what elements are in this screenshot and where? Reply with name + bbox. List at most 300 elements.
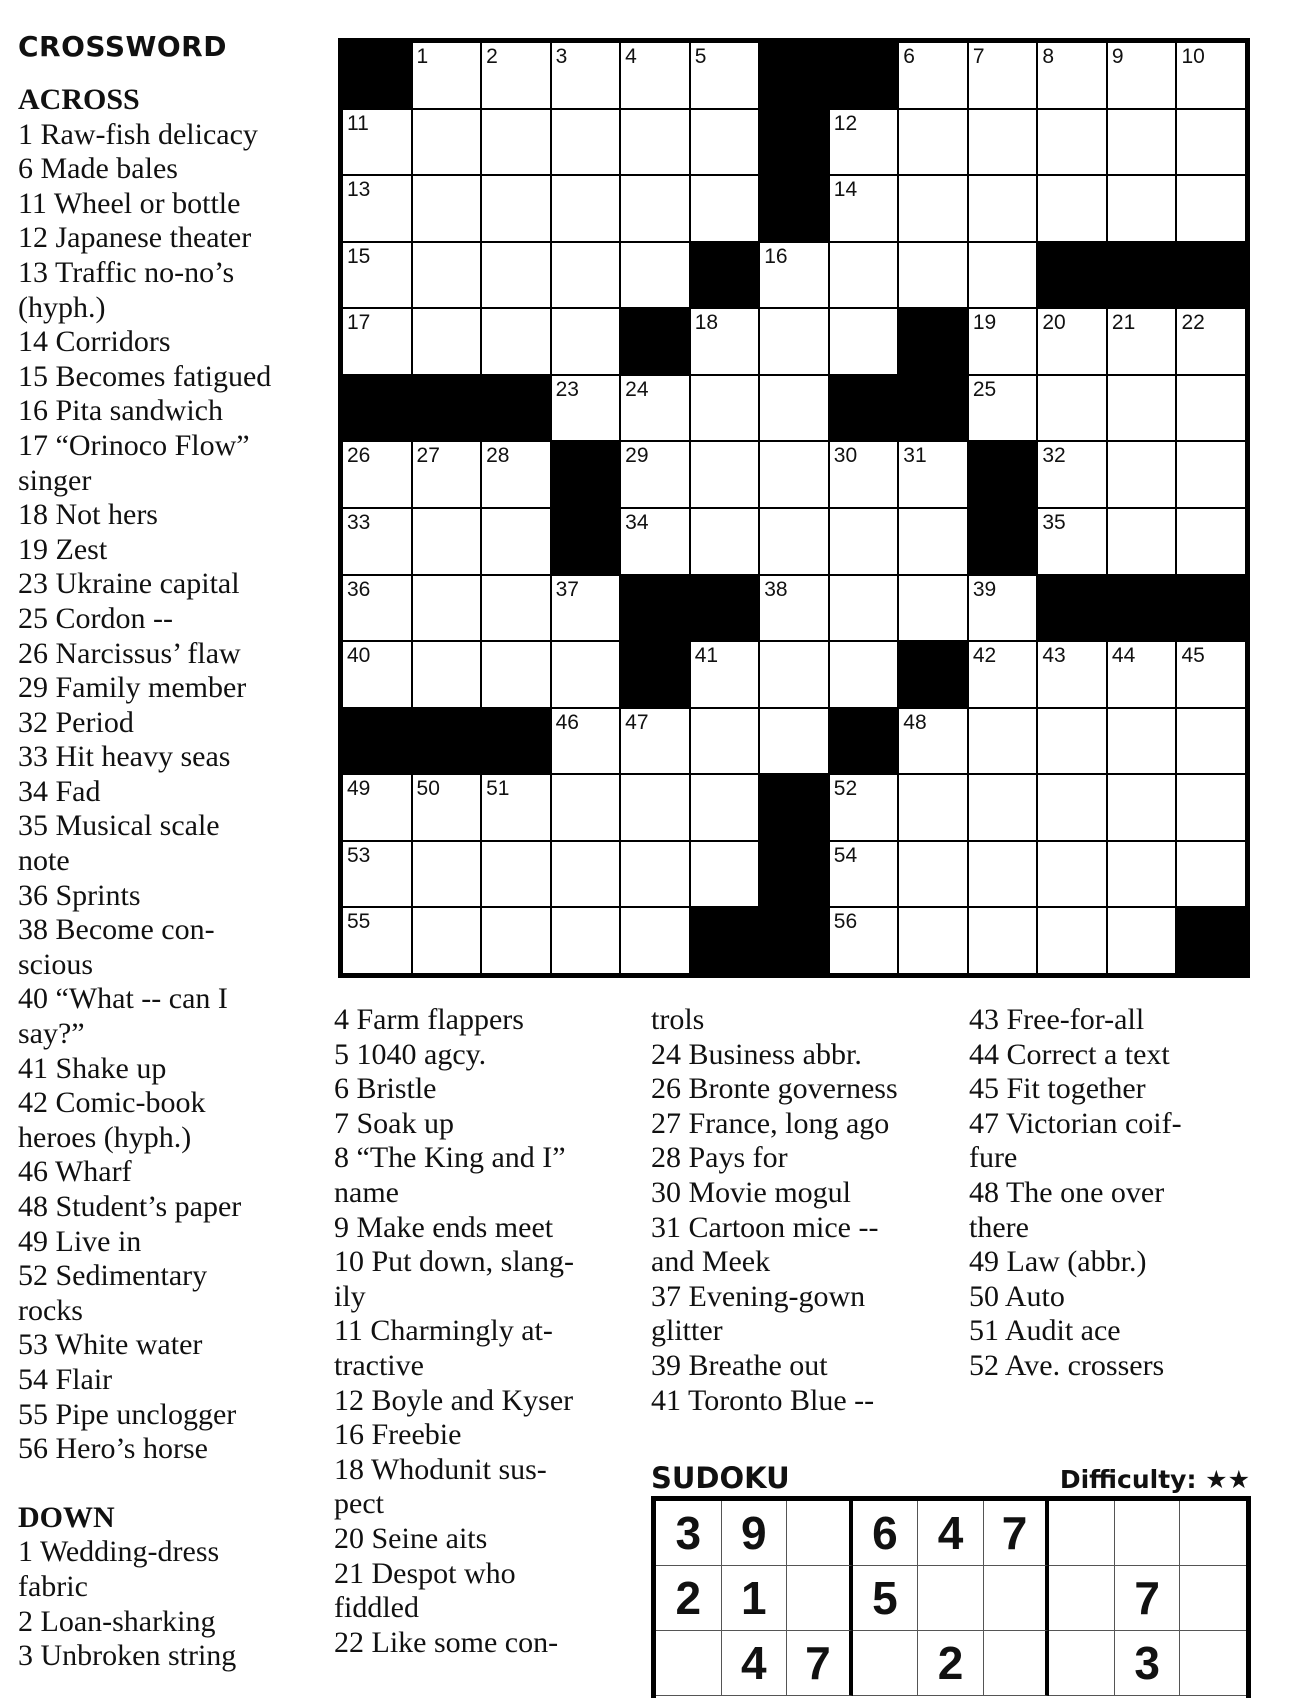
sudoku-cell[interactable] <box>1049 1631 1115 1696</box>
grid-cell[interactable] <box>830 842 898 907</box>
grid-cell[interactable] <box>1108 842 1176 907</box>
grid-cell[interactable] <box>343 842 411 907</box>
clue-number: 18 <box>694 311 719 335</box>
grid-cell[interactable] <box>830 442 898 507</box>
grid-cell[interactable] <box>621 376 689 441</box>
grid-block <box>760 842 828 907</box>
grid-cell[interactable] <box>413 243 481 308</box>
grid-cell[interactable] <box>1177 709 1245 774</box>
clue-number: 22 <box>1181 311 1205 335</box>
clue-number: 21 <box>1111 311 1136 335</box>
sudoku-cell[interactable] <box>656 1631 722 1696</box>
clue-number: 9 <box>1111 45 1124 68</box>
grid-cell[interactable] <box>1038 309 1106 374</box>
grid-cell[interactable] <box>482 842 550 907</box>
grid-cell[interactable] <box>760 442 828 507</box>
clue-line: say?” <box>18 1017 85 1051</box>
clue-line: scious <box>18 947 93 981</box>
grid-cell[interactable] <box>969 842 1037 907</box>
sudoku-cell[interactable]: 2 <box>656 1566 722 1631</box>
sudoku-cell[interactable]: 1 <box>722 1566 788 1631</box>
grid-cell[interactable] <box>969 775 1037 840</box>
clue-number: 30 <box>833 444 858 468</box>
grid-cell[interactable] <box>1177 442 1245 507</box>
down-clue-line: ily <box>334 1279 366 1313</box>
clue-line: 40 “What -- can I <box>18 982 228 1016</box>
clue-number: 43 <box>1042 644 1066 668</box>
grid-cell[interactable] <box>552 243 620 308</box>
down-clue-line: 51 Audit ace <box>969 1314 1121 1348</box>
grid-cell[interactable] <box>969 908 1037 973</box>
section-spacer <box>18 1467 318 1501</box>
grid-cell[interactable] <box>899 842 967 907</box>
grid-cell[interactable] <box>621 775 689 840</box>
grid-cell[interactable] <box>482 509 550 574</box>
grid-cell[interactable] <box>830 775 898 840</box>
clue-number: 11 <box>347 111 369 135</box>
sudoku-difficulty: Difficulty: ★★ <box>1059 1465 1250 1494</box>
grid-cell[interactable] <box>1108 908 1176 973</box>
down-clue-line: trols <box>651 1003 705 1036</box>
clue-line: 36 Sprints <box>18 878 141 912</box>
grid-cell[interactable] <box>1038 509 1106 574</box>
grid-cell[interactable] <box>899 243 967 308</box>
down-clue-line: 16 Freebie <box>334 1418 462 1452</box>
grid-block <box>343 43 411 108</box>
down-clue-line: 50 Auto <box>969 1279 1065 1313</box>
grid-cell[interactable] <box>1177 842 1245 907</box>
grid-cell[interactable] <box>343 176 411 241</box>
sudoku-cell[interactable]: 2 <box>918 1631 984 1696</box>
grid-cell[interactable] <box>691 709 759 774</box>
down-clue-line: 26 Bronte governess <box>651 1072 898 1106</box>
clue-number: 41 <box>694 644 719 668</box>
grid-cell[interactable] <box>413 309 481 374</box>
clue-number: 38 <box>764 577 788 601</box>
grid-cell[interactable] <box>1038 709 1106 774</box>
down-clue-line: 52 Ave. crossers <box>969 1348 1165 1382</box>
down-clues-column-2 <box>334 1003 634 1660</box>
grid-cell[interactable] <box>691 309 759 374</box>
grid-cell[interactable] <box>482 775 550 840</box>
grid-cell[interactable] <box>1177 376 1245 441</box>
grid-cell[interactable] <box>1038 908 1106 973</box>
clue-line: note <box>18 844 70 878</box>
clue-line: 16 Pita sandwich <box>18 394 223 428</box>
grid-cell[interactable] <box>1038 176 1106 241</box>
down-clue-line: 49 Law (abbr.) <box>969 1245 1147 1279</box>
grid-cell[interactable] <box>552 709 620 774</box>
grid-cell[interactable] <box>899 43 967 108</box>
crossword-grid[interactable] <box>338 38 1250 978</box>
down-clue-line: 30 Movie mogul <box>651 1175 851 1209</box>
clue-line: 17 “Orinoco Flow” <box>18 428 250 462</box>
sudoku-cell[interactable]: 3 <box>1115 1631 1181 1696</box>
sudoku-cell[interactable] <box>1180 1566 1246 1631</box>
down-clues-column-4 <box>969 1003 1269 1384</box>
grid-cell[interactable] <box>691 376 759 441</box>
clue-number: 27 <box>416 444 440 468</box>
grid-cell[interactable] <box>552 908 620 973</box>
grid-cell[interactable] <box>482 110 550 175</box>
grid-cell[interactable] <box>969 110 1037 175</box>
down-clue-line: there <box>969 1210 1029 1244</box>
grid-cell[interactable] <box>691 176 759 241</box>
grid-cell[interactable] <box>621 442 689 507</box>
down-clue-line: and Meek <box>651 1245 771 1279</box>
sudoku-grid[interactable] <box>651 1496 1251 1698</box>
grid-cell[interactable] <box>899 442 967 507</box>
clue-number: 54 <box>833 843 858 867</box>
clue-line: 12 Japanese theater <box>18 221 252 255</box>
grid-cell[interactable] <box>1177 642 1245 707</box>
grid-cell[interactable] <box>621 243 689 308</box>
grid-cell[interactable] <box>899 176 967 241</box>
grid-cell[interactable] <box>969 176 1037 241</box>
grid-cell[interactable] <box>413 110 481 175</box>
grid-cell[interactable] <box>482 43 550 108</box>
grid-cell[interactable] <box>482 243 550 308</box>
grid-cell[interactable] <box>413 642 481 707</box>
sudoku-cell[interactable]: 4 <box>918 1501 984 1566</box>
grid-cell[interactable] <box>482 309 550 374</box>
grid-cell[interactable] <box>1177 43 1245 108</box>
clue-line: 52 Sedimentary <box>18 1259 208 1293</box>
grid-cell[interactable] <box>413 842 481 907</box>
grid-cell[interactable] <box>552 176 620 241</box>
grid-cell[interactable] <box>413 43 481 108</box>
clue-number: 19 <box>972 311 997 335</box>
grid-cell[interactable] <box>552 110 620 175</box>
down-clue-line: 47 Victorian coif- <box>969 1106 1182 1140</box>
grid-cell[interactable] <box>621 43 689 108</box>
clue-line: 13 Traffic no-no’s <box>18 255 235 289</box>
clue-number: 49 <box>347 777 371 801</box>
grid-block <box>343 709 411 774</box>
grid-cell[interactable] <box>1177 176 1245 241</box>
grid-cell[interactable] <box>691 642 759 707</box>
clue-line: 29 Family member <box>18 671 247 705</box>
grid-cell[interactable] <box>1108 110 1176 175</box>
clue-section-heading: ACROSS <box>18 83 140 116</box>
clue-number: 14 <box>833 178 858 202</box>
grid-cell[interactable] <box>621 176 689 241</box>
grid-cell[interactable] <box>552 842 620 907</box>
grid-cell[interactable] <box>1108 709 1176 774</box>
grid-cell[interactable] <box>413 176 481 241</box>
grid-cell[interactable] <box>830 176 898 241</box>
grid-cell[interactable] <box>1038 43 1106 108</box>
down-clue-line: 44 Correct a text <box>969 1037 1170 1071</box>
grid-cell[interactable] <box>1038 642 1106 707</box>
grid-cell[interactable] <box>343 908 411 973</box>
sudoku-cell[interactable] <box>918 1566 984 1631</box>
grid-block <box>1177 243 1245 308</box>
clue-line: 53 White water <box>18 1328 203 1362</box>
grid-block <box>482 709 550 774</box>
clue-line: 15 Becomes fatigued <box>18 359 272 393</box>
clue-number: 29 <box>625 444 649 468</box>
clue-line: rocks <box>18 1293 83 1327</box>
grid-cell[interactable] <box>830 576 898 641</box>
grid-block <box>760 775 828 840</box>
grid-cell[interactable] <box>760 509 828 574</box>
grid-cell[interactable] <box>760 309 828 374</box>
grid-cell[interactable] <box>830 509 898 574</box>
grid-cell[interactable] <box>830 243 898 308</box>
grid-cell[interactable] <box>1108 43 1176 108</box>
sudoku-cell[interactable]: 7 <box>984 1501 1050 1566</box>
grid-cell[interactable] <box>1108 309 1176 374</box>
clue-line: 54 Flair <box>18 1362 113 1396</box>
sudoku-cell[interactable] <box>1180 1631 1246 1696</box>
grid-cell[interactable] <box>830 110 898 175</box>
sudoku-cell[interactable] <box>787 1566 853 1631</box>
grid-cell[interactable] <box>899 576 967 641</box>
sudoku-cell[interactable]: 5 <box>853 1566 919 1631</box>
grid-cell[interactable] <box>621 509 689 574</box>
grid-block <box>830 376 898 441</box>
sudoku-cell[interactable]: 6 <box>853 1501 919 1566</box>
down-clue-line: name <box>334 1175 399 1209</box>
grid-cell[interactable] <box>482 176 550 241</box>
grid-block <box>691 243 759 308</box>
grid-block <box>343 376 411 441</box>
clue-line: 48 Student’s paper <box>18 1190 242 1223</box>
grid-block <box>969 442 1037 507</box>
clue-line: 14 Corridors <box>18 325 171 359</box>
grid-cell[interactable] <box>1108 176 1176 241</box>
grid-cell[interactable] <box>830 309 898 374</box>
clue-number: 47 <box>625 710 649 734</box>
grid-cell[interactable] <box>760 243 828 308</box>
grid-cell[interactable] <box>691 842 759 907</box>
grid-cell[interactable] <box>691 442 759 507</box>
clue-number: 10 <box>1181 45 1205 68</box>
grid-cell[interactable] <box>1038 376 1106 441</box>
grid-cell[interactable] <box>1038 442 1106 507</box>
grid-cell[interactable] <box>969 709 1037 774</box>
grid-cell[interactable] <box>621 908 689 973</box>
grid-cell[interactable] <box>969 642 1037 707</box>
grid-cell[interactable] <box>969 243 1037 308</box>
grid-block <box>1177 908 1245 973</box>
grid-cell[interactable] <box>482 576 550 641</box>
down-clue-line: 45 Fit together <box>969 1072 1146 1106</box>
clue-number: 51 <box>486 777 510 801</box>
grid-cell[interactable] <box>1177 309 1245 374</box>
grid-cell[interactable] <box>969 376 1037 441</box>
grid-cell[interactable] <box>691 43 759 108</box>
clue-line: fabric <box>18 1569 88 1603</box>
grid-cell[interactable] <box>899 110 967 175</box>
grid-cell[interactable] <box>830 642 898 707</box>
grid-cell[interactable] <box>482 642 550 707</box>
clue-line: 46 Wharf <box>18 1155 132 1189</box>
grid-cell[interactable] <box>552 576 620 641</box>
grid-block <box>760 43 828 108</box>
grid-cell[interactable] <box>343 243 411 308</box>
clue-line: 11 Wheel or bottle <box>18 186 241 220</box>
clue-line: (hyph.) <box>18 290 106 324</box>
grid-cell[interactable] <box>1108 775 1176 840</box>
grid-cell[interactable] <box>482 908 550 973</box>
clue-number: 2 <box>486 45 498 68</box>
grid-cell[interactable] <box>621 709 689 774</box>
grid-cell[interactable] <box>413 509 481 574</box>
clue-line: heroes (hyph.) <box>18 1120 192 1154</box>
grid-cell[interactable] <box>413 908 481 973</box>
clue-line: 55 Pipe unclogger <box>18 1397 237 1431</box>
clue-number: 20 <box>1042 311 1066 335</box>
clue-number: 16 <box>764 244 788 268</box>
grid-cell[interactable] <box>969 309 1037 374</box>
grid-cell[interactable] <box>760 376 828 441</box>
grid-cell[interactable] <box>1038 775 1106 840</box>
sudoku-cell[interactable] <box>1115 1501 1181 1566</box>
grid-cell[interactable] <box>413 442 481 507</box>
grid-cell[interactable] <box>552 43 620 108</box>
sudoku-cell[interactable]: 7 <box>1115 1566 1181 1631</box>
down-clue-line: fure <box>969 1141 1018 1175</box>
clue-number: 17 <box>347 311 371 335</box>
sudoku-cell[interactable]: 3 <box>656 1501 722 1566</box>
grid-block <box>1038 243 1106 308</box>
grid-cell[interactable] <box>343 110 411 175</box>
grid-cell[interactable] <box>621 842 689 907</box>
down-clue-line: glitter <box>651 1314 723 1348</box>
clue-line: 49 Live in <box>18 1224 142 1258</box>
grid-block <box>899 642 967 707</box>
clue-number: 46 <box>555 710 579 734</box>
sudoku-cell[interactable] <box>787 1501 853 1566</box>
grid-cell[interactable] <box>343 309 411 374</box>
grid-block <box>1108 576 1176 641</box>
grid-cell[interactable] <box>552 775 620 840</box>
down-clue-line: 11 Charmingly at- <box>334 1314 553 1348</box>
grid-cell[interactable] <box>343 509 411 574</box>
grid-cell[interactable] <box>343 775 411 840</box>
down-clue-line: 4 Farm flappers <box>334 1003 524 1036</box>
grid-cell[interactable] <box>691 775 759 840</box>
grid-block <box>552 509 620 574</box>
clue-line: 23 Ukraine capital <box>18 567 240 601</box>
down-clue-line: 7 Soak up <box>334 1106 454 1140</box>
clue-number: 12 <box>833 111 858 135</box>
clue-line: 38 Become con- <box>18 913 215 947</box>
clues-column-left <box>18 83 318 1674</box>
grid-cell[interactable] <box>969 576 1037 641</box>
grid-cell[interactable] <box>691 509 759 574</box>
grid-cell[interactable] <box>760 642 828 707</box>
down-clue-line: 31 Cartoon mice -- <box>651 1210 879 1244</box>
clue-number: 56 <box>833 910 858 934</box>
clue-line: 34 Fad <box>18 774 101 808</box>
clue-number: 37 <box>555 577 579 601</box>
down-clue-line: 24 Business abbr. <box>651 1037 862 1071</box>
grid-cell[interactable] <box>760 709 828 774</box>
grid-cell[interactable] <box>760 576 828 641</box>
sudoku-cell[interactable] <box>984 1566 1050 1631</box>
grid-cell[interactable] <box>552 642 620 707</box>
grid-cell[interactable] <box>482 442 550 507</box>
clue-number: 48 <box>903 710 927 734</box>
sudoku-cell[interactable] <box>1049 1566 1115 1631</box>
clue-number: 35 <box>1042 510 1066 534</box>
clue-line: singer <box>18 463 92 497</box>
grid-block <box>621 642 689 707</box>
clue-number: 36 <box>347 577 371 601</box>
grid-cell[interactable] <box>552 376 620 441</box>
grid-cell[interactable] <box>343 576 411 641</box>
sudoku-cell[interactable]: 9 <box>722 1501 788 1566</box>
sudoku-cell[interactable] <box>853 1631 919 1696</box>
grid-block <box>621 576 689 641</box>
down-clue-line: tractive <box>334 1348 424 1382</box>
down-clues-column-3 <box>651 1003 951 1418</box>
grid-cell[interactable] <box>1108 642 1176 707</box>
clue-number: 39 <box>972 577 997 601</box>
grid-cell[interactable] <box>899 509 967 574</box>
sudoku-cell[interactable] <box>984 1631 1050 1696</box>
grid-block <box>552 442 620 507</box>
grid-cell[interactable] <box>1108 376 1176 441</box>
grid-block <box>899 376 967 441</box>
grid-block <box>760 110 828 175</box>
grid-cell[interactable] <box>552 309 620 374</box>
grid-block <box>760 908 828 973</box>
grid-cell[interactable] <box>1108 442 1176 507</box>
grid-cell[interactable] <box>343 642 411 707</box>
grid-cell[interactable] <box>830 908 898 973</box>
clue-number: 26 <box>347 444 371 468</box>
clue-number: 24 <box>625 377 649 401</box>
clue-number: 52 <box>833 777 858 801</box>
sudoku-cell[interactable] <box>1180 1501 1246 1566</box>
down-clue-line: 39 Breathe out <box>651 1348 828 1382</box>
grid-cell[interactable] <box>413 576 481 641</box>
clue-number: 40 <box>347 644 371 668</box>
grid-cell[interactable] <box>899 775 967 840</box>
sudoku-cell[interactable] <box>1049 1501 1115 1566</box>
sudoku-cell[interactable]: 7 <box>787 1631 853 1696</box>
down-clue-line: 18 Whodunit sus- <box>334 1452 547 1486</box>
down-clue-line: 12 Boyle and Kyser <box>334 1383 574 1417</box>
grid-cell[interactable] <box>1177 110 1245 175</box>
grid-cell[interactable] <box>1108 509 1176 574</box>
grid-cell[interactable] <box>691 110 759 175</box>
sudoku-cell[interactable]: 4 <box>722 1631 788 1696</box>
clue-number: 4 <box>625 45 637 68</box>
grid-cell[interactable] <box>343 442 411 507</box>
grid-cell[interactable] <box>413 775 481 840</box>
grid-cell[interactable] <box>621 110 689 175</box>
grid-cell[interactable] <box>1177 509 1245 574</box>
grid-cell[interactable] <box>1038 110 1106 175</box>
grid-cell[interactable] <box>1038 842 1106 907</box>
clue-number: 1 <box>416 45 429 68</box>
sudoku-title: SUDOKU <box>651 1461 790 1495</box>
clue-number: 53 <box>347 843 371 867</box>
clue-line: 32 Period <box>18 705 134 739</box>
grid-cell[interactable] <box>1177 775 1245 840</box>
grid-cell[interactable] <box>899 908 967 973</box>
grid-cell[interactable] <box>899 709 967 774</box>
clue-line: 35 Musical scale <box>18 809 220 843</box>
clue-line: 2 Loan-sharking <box>18 1604 216 1638</box>
grid-cell[interactable] <box>969 43 1037 108</box>
clue-number: 28 <box>486 444 510 468</box>
